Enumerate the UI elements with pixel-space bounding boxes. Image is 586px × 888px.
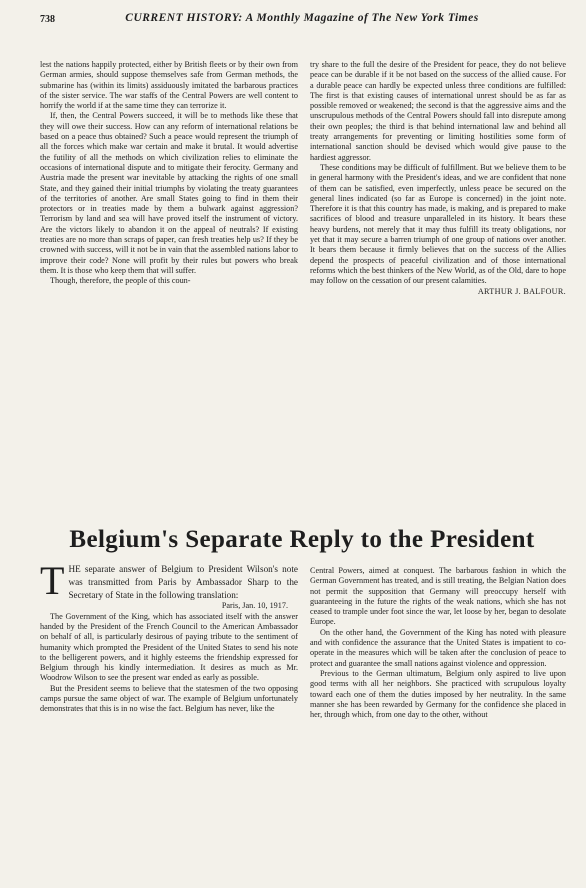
- paragraph: Previous to the German ultimatum, Belgium only aspired to live upon good terms with all her neighbors. She practiced with scrupulous loyalty toward each one of them the duties imposed by her neutrality. In the same manner she has been rewarded by Germany for the confidence she placed in her, through which, from one day to the other, without: [310, 668, 566, 720]
- paragraph: But the President seems to believe that the statesmen of the two opposing camps pursue the same object of war. The example of Belgium unfortunately demonstrates that this is in no wise the fact. Belgium has never, like the: [40, 683, 298, 714]
- column-top-right: [310, 60, 566, 297]
- page-header: [40, 12, 564, 32]
- paragraph: try share to the full the desire of the President for peace, they do not believe peace can be durable if it be not based on the success of the allied cause. For a durable peace can hardly be expected unless three conditions are fulfilled: The first is that existing causes of international unrest should be as far as possible removed or weakened; the second is that the aggressive aims and the unscrupulous methods of the Central Powers should fall into disrepute among their own peoples; the third is that behind international law and behind all treaty arrangements for preventing or limiting hostilities some form of international sanction should be devised which would give pause to the hardiest aggressor.: [310, 60, 566, 162]
- column-bottom-right: [310, 566, 566, 720]
- lede-paragraph: [40, 558, 298, 603]
- column-bottom-left: [40, 558, 298, 715]
- running-head: CURRENT HISTORY: A Monthly Magazine of The New York Times: [125, 12, 479, 24]
- paragraph: Central Powers, aimed at conquest. The barbarous fashion in which the German Government has treated, and is still treating, the Belgian Nation does not permit the supposition that Germany will preoccupy herself with guaranteeing in the future the rights of the weak nations, which she has not ceased to trample under foot since the war, let loose by her, began to desolate Europe.: [310, 566, 566, 627]
- column-top-left: [40, 60, 298, 287]
- signature-text: ARTHUR J. BALFOUR.: [477, 286, 566, 296]
- signature: [310, 287, 566, 297]
- paragraph: The Government of the King, which has associated itself with the answer handed by the President of the French Council to the American Ambassador on behalf of all, is particularly desirous of paying tribute to the sentiment of humanity which prompted the President of the United States to send his note to the belligerent powers, and it highly esteems the friendship expressed for Belgium through his kindly intermediation. It desires as much as Mr. Woodrow Wilson to see the present war ended as early as possible.: [40, 611, 298, 683]
- page-number: 738: [40, 14, 55, 25]
- paragraph: If, then, the Central Powers succeed, it will be to methods like these that they will owe their success. How can any reform of international relations be based on a peace thus obtained? Such a peace would represent the triumph of all the forces which make war certain and make it brutal. It would advertise the futility of all the methods on which civilization relies to eliminate the occasions of international dispute and to mitigate their ferocity. Germany and Austria made the present war inevitable by attacking the rights of one small State, and they gained their initial triumphs by violating the treaty guarantees of the territories of another. Are small States going to find in them their protectors or in treaties made by them a bulwark against aggression? Terrorism by land and sea will have proved itself the instrument of victory. Are the victors likely to abandon it on the appeal of neutrals? If existing treaties are no more than scraps of paper, can fresh treaties help us? If they be crowned with success, will it not be in vain that the assembled nations labor to improve their code? None will profit by their rules but powers who break them. It is those who keep them that will suffer.: [40, 111, 298, 275]
- dateline: Paris, Jan. 10, 1917.: [221, 601, 288, 611]
- article-title: Belgium's Separate Reply to the President: [69, 526, 535, 553]
- paragraph: On the other hand, the Government of the King has noted with pleasure and with confidence the assurance that the United States is impatient to co-operate in the measures which will be taken after the conclusion of peace to protect and guarantee the small nations against violence and oppression.: [310, 627, 566, 668]
- drop-cap: T: [40, 558, 65, 603]
- paragraph: lest the nations happily protected, either by British fleets or by their own from German armies, should suppose themselves safe from German methods, the submarine has (within its limits) assiduously imitated the barbarous practices of the sister service. The war staffs of the Central Powers are well content to horrify the world if at the same time they can terrorize it.: [40, 60, 298, 111]
- lede-text: HE separate answer of Belgium to President Wilson's note was transmitted from Paris by Ambassador Sharp to the Secretary of State in the following translation:: [68, 564, 298, 600]
- paragraph: These conditions may be difficult of fulfillment. But we believe them to be in general harmony with the President's ideas, and we are confident that none of them can be satisfied, even imperfectly, unless peace be secured on the general lines indicated (so far as Europe is concerned) in the joint note. Therefore it is that this country has made, is making, and is prepared to make sacrifices of blood and treasure unparalleled in its history. It bears these heavy burdens, not merely that it may thus fulfill its treaty obligations, nor yet that it may secure a barren triumph of one group of nations over another. It bears them because it firmly believes that on the success of the Allies depend the prospects of peaceful civilization and of those international reforms which the best thinkers of the New World, as of the Old, dare to hope may follow on the cessation of our present calamities.: [310, 162, 566, 286]
- paragraph: Though, therefore, the people of this coun-: [50, 276, 191, 286]
